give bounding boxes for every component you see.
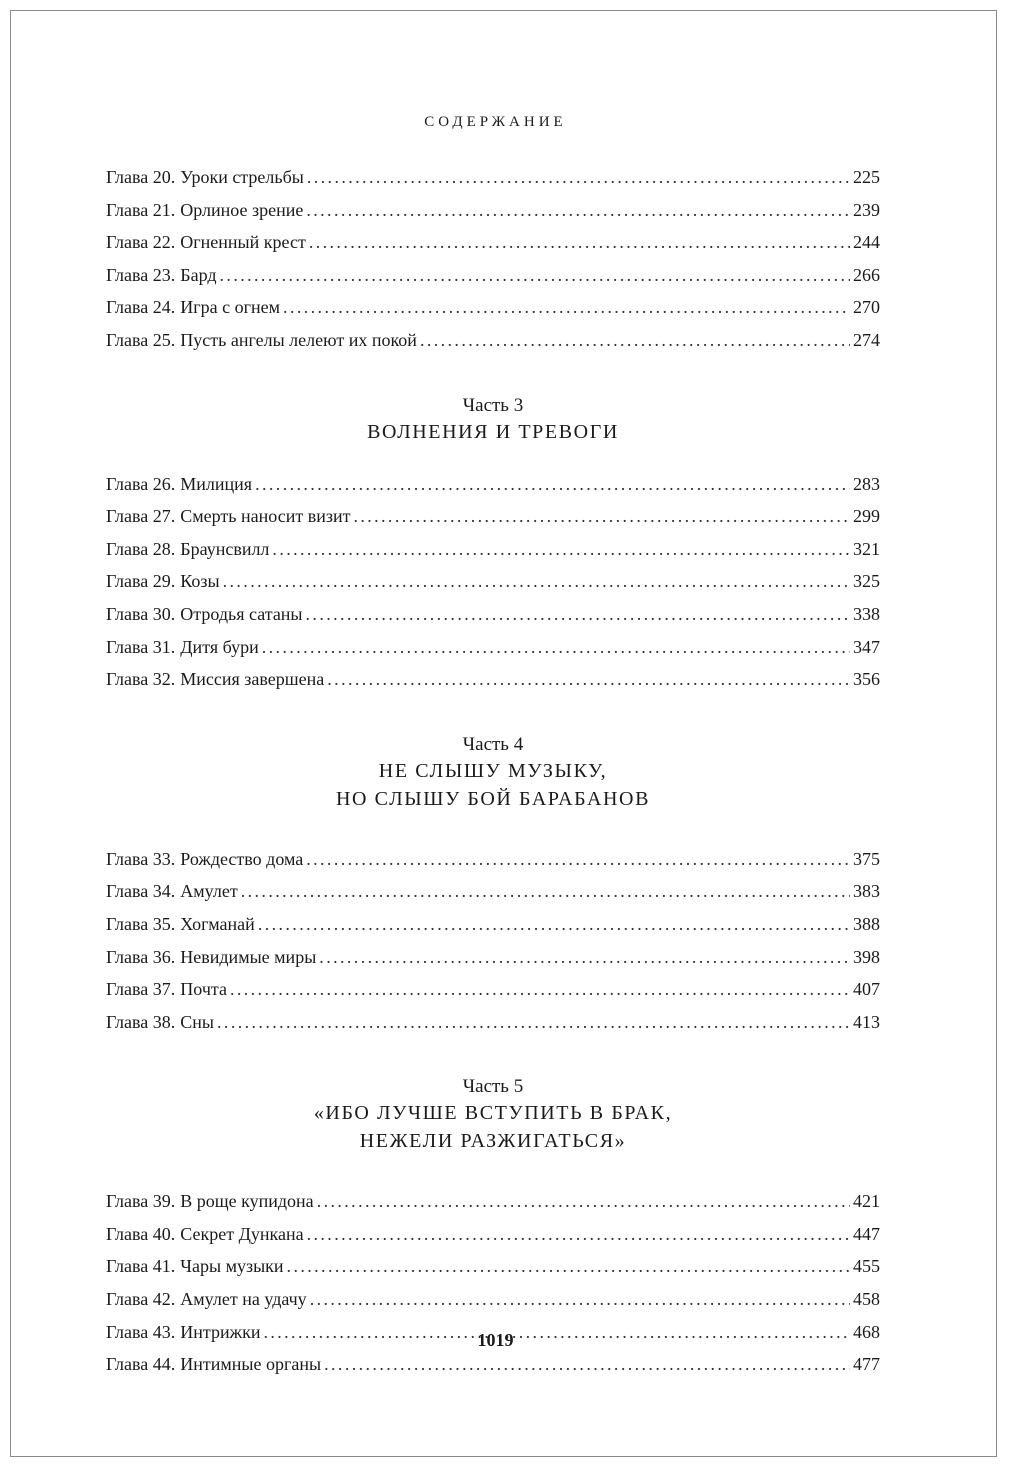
dot-leader: [420, 324, 850, 357]
toc-entry[interactable]: [106, 1185, 880, 1218]
toc-entry[interactable]: [106, 1250, 880, 1283]
chapter-title: Браунсвилл: [180, 538, 270, 559]
dot-leader: [306, 843, 850, 876]
chapter-title: Интимные органы: [180, 1354, 322, 1375]
chapter-page-number: 225: [853, 167, 880, 187]
chapter-title: Дитя бури: [180, 636, 259, 657]
chapter-page-number: 325: [853, 571, 880, 592]
toc-entry[interactable]: [106, 161, 880, 194]
toc-entry[interactable]: [106, 1348, 880, 1381]
chapter-title: Отродья сатаны: [180, 603, 303, 624]
toc-entry[interactable]: [106, 941, 880, 974]
toc-entry[interactable]: [106, 908, 880, 941]
chapter-number: Глава 43.: [106, 1321, 176, 1342]
chapter-title: Хогманай: [180, 913, 255, 934]
chapter-number: Глава 36.: [106, 946, 176, 967]
chapter-number: Глава 27.: [106, 506, 176, 527]
part-heading: [106, 733, 880, 813]
chapter-title: Невидимые миры: [180, 946, 317, 967]
dot-leader: [317, 1185, 850, 1218]
chapter-title: Сны: [180, 1011, 215, 1032]
part-heading: [106, 1075, 880, 1155]
toc-entry[interactable]: [106, 843, 880, 876]
toc-entry[interactable]: [106, 973, 880, 1006]
chapter-page-number: 356: [853, 669, 880, 690]
chapter-page-number: 413: [853, 1011, 880, 1032]
chapter-number: Глава 39.: [106, 1191, 176, 1212]
chapter-number: Глава 40.: [106, 1223, 176, 1244]
chapter-title: Игра с огнем: [180, 297, 281, 318]
chapter-page-number: 274: [853, 329, 880, 350]
dot-leader: [306, 598, 850, 631]
chapter-number: Глава 32.: [106, 669, 176, 690]
chapter-number: Глава 26.: [106, 473, 176, 494]
part-heading: [106, 394, 880, 446]
chapter-title: Чары музыки: [180, 1256, 284, 1277]
chapter-title: Пусть ангелы лелеют их покой: [180, 329, 417, 350]
part-label: Часть 4: [462, 733, 524, 755]
chapter-page-number: 398: [853, 946, 880, 967]
toc-entry[interactable]: [106, 1006, 880, 1039]
chapter-title: Огненный крест: [180, 232, 306, 253]
dot-leader: [307, 161, 850, 194]
chapter-title: Смерть наносит визит: [180, 506, 351, 527]
table-of-contents: [106, 161, 880, 1381]
chapter-page-number: 477: [853, 1354, 880, 1375]
chapter-number: Глава 24.: [106, 297, 176, 318]
chapter-number: Глава 33.: [106, 848, 176, 869]
chapter-page-number: 299: [853, 506, 880, 527]
toc-entry[interactable]: [106, 324, 880, 357]
toc-entry[interactable]: [106, 598, 880, 631]
running-head: СОДЕРЖАНИЕ: [424, 114, 567, 130]
chapter-title: Амулет на удачу: [180, 1289, 307, 1310]
dot-leader: [258, 908, 850, 941]
part-label: Часть 5: [462, 1076, 524, 1098]
dot-leader: [327, 663, 850, 696]
dot-leader: [255, 468, 850, 501]
dot-leader: [223, 565, 850, 598]
chapter-page-number: 455: [853, 1256, 880, 1277]
part-title: ВОЛНЕНИЯ И ТРЕВОГИ: [367, 420, 619, 443]
chapter-number: Глава 37.: [106, 979, 176, 1000]
dot-leader: [309, 226, 850, 259]
chapter-title: Рождество дома: [180, 848, 304, 869]
dot-leader: [262, 631, 850, 664]
chapter-number: Глава 31.: [106, 636, 176, 657]
chapter-number: Глава 38.: [106, 1011, 176, 1032]
page-number: 1019: [477, 1330, 514, 1350]
dot-leader: [217, 1006, 850, 1039]
toc-entry[interactable]: [106, 194, 880, 227]
dot-leader: [230, 973, 850, 1006]
chapter-title: Милиция: [180, 473, 253, 494]
toc-entry[interactable]: [106, 533, 880, 566]
chapter-page-number: 347: [853, 636, 880, 657]
chapter-number: Глава 41.: [106, 1256, 176, 1277]
chapter-page-number: 266: [853, 264, 880, 285]
chapter-number: Глава 25.: [106, 329, 176, 350]
chapter-number: Глава 42.: [106, 1289, 176, 1310]
dot-leader: [272, 533, 850, 566]
toc-entry[interactable]: [106, 259, 880, 292]
chapter-number: Глава 23.: [106, 264, 176, 285]
chapter-page-number: 447: [853, 1223, 880, 1244]
toc-entry[interactable]: [106, 1283, 880, 1316]
toc-entry[interactable]: [106, 565, 880, 598]
chapter-page-number: 388: [853, 913, 880, 934]
toc-entry[interactable]: [106, 663, 880, 696]
chapter-title: Амулет: [180, 881, 238, 902]
chapter-page-number: 421: [853, 1191, 880, 1212]
chapter-page-number: 244: [853, 232, 880, 253]
dot-leader: [353, 500, 850, 533]
chapter-number: Глава 20.: [106, 167, 176, 187]
toc-entry[interactable]: [106, 226, 880, 259]
chapter-page-number: 270: [853, 297, 880, 318]
chapter-title: Секрет Дункана: [180, 1223, 304, 1244]
toc-entry[interactable]: [106, 1218, 880, 1251]
chapter-page-number: 321: [853, 538, 880, 559]
chapter-page-number: 375: [853, 848, 880, 869]
part-title: НЕ СЛЫШУ МУЗЫКУ,: [378, 759, 608, 782]
toc-entry[interactable]: [106, 468, 880, 501]
chapter-number: Глава 30.: [106, 603, 176, 624]
chapter-title: Интрижки: [180, 1321, 261, 1342]
toc-entry[interactable]: [106, 631, 880, 664]
chapter-title: Уроки стрельбы: [180, 167, 304, 187]
dot-leader: [319, 941, 850, 974]
chapter-number: Глава 34.: [106, 881, 176, 902]
toc-entry[interactable]: [106, 500, 880, 533]
chapter-page-number: 338: [853, 603, 880, 624]
toc-entry[interactable]: [106, 291, 880, 324]
chapter-title: Бард: [180, 264, 217, 285]
chapter-number: Глава 29.: [106, 571, 176, 592]
chapter-title: Козы: [180, 571, 220, 592]
part-title: НО СЛЫШУ БОЙ БАРАБАНОВ: [335, 787, 651, 810]
chapter-number: Глава 22.: [106, 232, 176, 253]
chapter-page-number: 407: [853, 979, 880, 1000]
chapter-number: Глава 44.: [106, 1354, 176, 1375]
dot-leader: [241, 875, 850, 908]
toc-entry[interactable]: [106, 875, 880, 908]
dot-leader: [307, 1218, 850, 1251]
chapter-number: Глава 35.: [106, 913, 176, 934]
chapter-title: Почта: [180, 979, 227, 1000]
dot-leader: [287, 1250, 850, 1283]
part-label: Часть 3: [462, 394, 524, 416]
dot-leader: [306, 194, 850, 227]
dot-leader: [310, 1283, 850, 1316]
page-frame: [10, 10, 997, 1457]
chapter-title: Миссия завершена: [180, 669, 325, 690]
dot-leader: [220, 259, 850, 292]
dot-leader: [324, 1348, 850, 1381]
chapter-page-number: 458: [853, 1289, 880, 1310]
chapter-number: Глава 21.: [106, 199, 176, 220]
chapter-page-number: 468: [853, 1321, 880, 1342]
chapter-page-number: 239: [853, 199, 880, 220]
chapter-page-number: 383: [853, 881, 880, 902]
dot-leader: [283, 291, 850, 324]
part-title: «ИБО ЛУЧШЕ ВСТУПИТЬ В БРАК,: [313, 1102, 673, 1125]
chapter-page-number: 283: [853, 473, 880, 494]
chapter-number: Глава 28.: [106, 538, 176, 559]
chapter-title: Орлиное зрение: [180, 199, 304, 220]
chapter-title: В роще купидона: [180, 1191, 314, 1212]
part-title: НЕЖЕЛИ РАЗЖИГАТЬСЯ»: [359, 1130, 627, 1153]
